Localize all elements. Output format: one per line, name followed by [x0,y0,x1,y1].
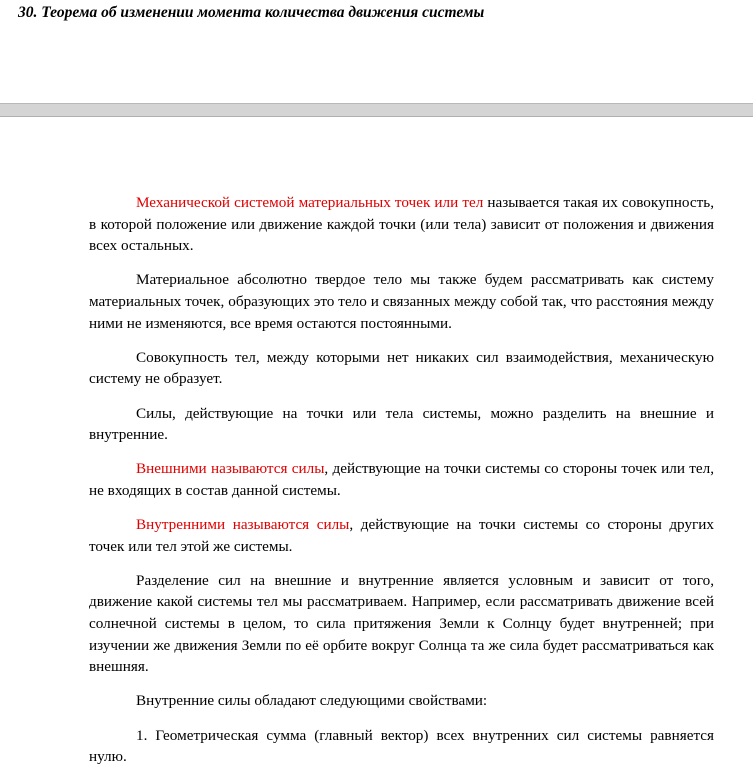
page-break-gap [0,103,753,117]
paragraph-text: , действующие на точки системы со стороны точек или тел, не входящих в состав данной системы. [89,460,714,499]
document-page [0,117,753,775]
paragraph-text: называется такая их совокупность, в которой положение или движение каждой точки (или тела) зависит от положения и движения всех остальных. [89,194,714,255]
document-content [89,192,714,780]
paragraph-force-division: Силы, действующие на точки или тела системы, можно разделить на внешние и внутренние. [89,404,714,444]
highlighted-term: Внутренними называются силы [136,516,350,534]
paragraph-mechanical-system [89,192,714,257]
paragraph-conditional-division: Разделение сил на внешние и внутренние является условным и зависит от того, движение какой системы тел мы рассматриваем. Например, если рассматривать движение всей солнечной системы в целом, то сила притяжения Земли к Солнцу будет внутренней; при изучении же движения Земли по её орбите вокруг Солнца та же сила будет рассматриваться как внешняя. [89,571,714,676]
highlighted-term: Внешними называются силы [136,460,325,478]
paragraph-internal-forces [89,514,714,557]
page-title: 30. Теорема об изменении момента количества движения системы [18,4,485,21]
page-header [0,0,753,103]
paragraph-text: , действующие на точки системы со стороны других точек или тел этой же системы. [89,516,714,555]
paragraph-rigid-body: Материальное абсолютно твердое тело мы также будем рассматривать как систему материальных точек, образующих это тело и связанных между собой так, что расстояния между ними не изменяются, все время остаются постоянными. [89,271,714,332]
paragraph-property-1: 1. Геометрическая сумма (главный вектор) всех внутренних сил системы равняется нулю. [89,726,714,766]
paragraph-properties-intro: Внутренние силы обладают следующими свойствами: [136,692,488,710]
paragraph-no-interaction: Совокупность тел, между которыми нет никаких сил взаимодействия, механическую систему не образует. [89,348,714,388]
highlighted-term: Механической системой материальных точек или тел [136,194,484,211]
paragraph-external-forces [89,458,714,501]
